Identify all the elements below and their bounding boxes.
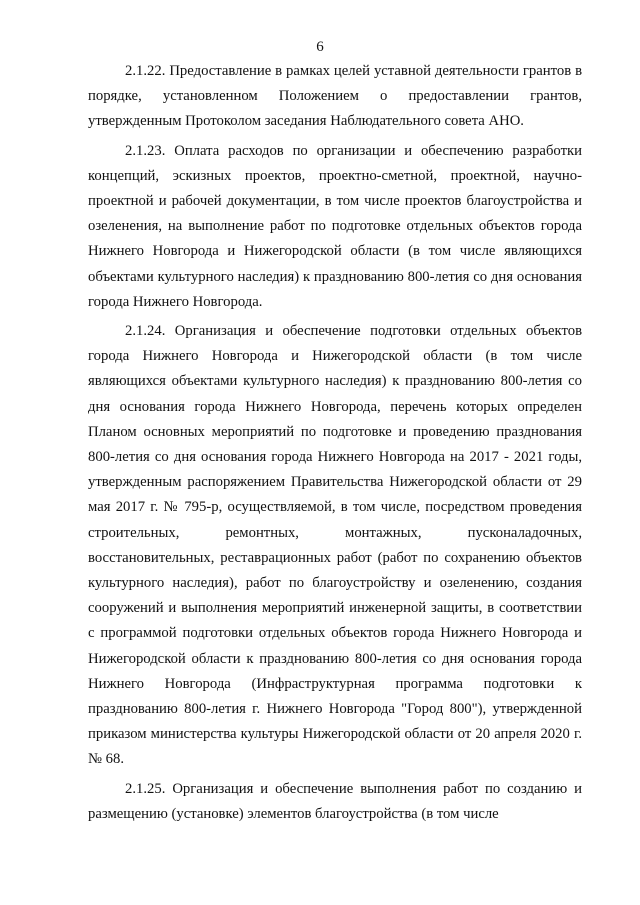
document-body (88, 59, 582, 827)
page-number: 6 (316, 39, 324, 55)
paragraph-2-1-25: 2.1.25. Организация и обеспечение выполнения работ по созданию и размещению (установке) элементов благоустройства (в том числе (88, 780, 582, 822)
paragraph-2-1-24: 2.1.24. Организация и обеспечение подготовки отдельных объектов города Нижнего Новгорода и Нижегородской области (в том числе являющихся объектами культурного наследия) к празднованию 800-летия со дня основания города Нижнего Новгорода, перечень которых определен Планом основных мероприятий по подготовке и проведению празднования 800-летия со дня основания города Нижнего Новгорода на 2017 - 2021 годы, утвержденным распоряжением Правительства Нижегородской области от 29 мая 2017 г. № 795-р, осуществляемой, в том числе, посредством проведения строительных, ремонтных, монтажных, пусконаладочных, восстановительных, реставрационных работ (работ по сохранению объектов культурного наследия), работ по благоустройству и озеленению, создания сооружений и выполнения мероприятий инженерной защиты, в соответствии с программой подготовки отдельных объектов города Нижнего Новгорода и Нижегородской области к празднованию 800-летия со дня основания города Нижнего Новгорода (Инфраструктурная программа подготовки к празднованию 800-летия г. Нижнего Новгорода "Город 800"), утвержденной приказом министерства культуры Нижегородской области от 20 апреля 2020 г. № 68. (88, 323, 582, 768)
paragraph-2-1-23: 2.1.23. Оплата расходов по организации и обеспечению разработки концепций, эскизных проектов, проектно-сметной, проектной, научно-проектной и рабочей документации, в том числе проектов благоустройства и озеленения, на выполнение работ по подготовке отдельных объектов города Нижнего Новгорода и Нижегородской области (в том числе являющихся объектами культурного наследия) к празднованию 800-летия со дня основания города Нижнего Новгорода. (88, 142, 582, 310)
paragraph-2-1-22: 2.1.22. Предоставление в рамках целей уставной деятельности грантов в порядке, установленном Положением о предоставлении грантов, утвержденным Протоколом заседания Наблюдательного совета АНО. (88, 63, 582, 130)
